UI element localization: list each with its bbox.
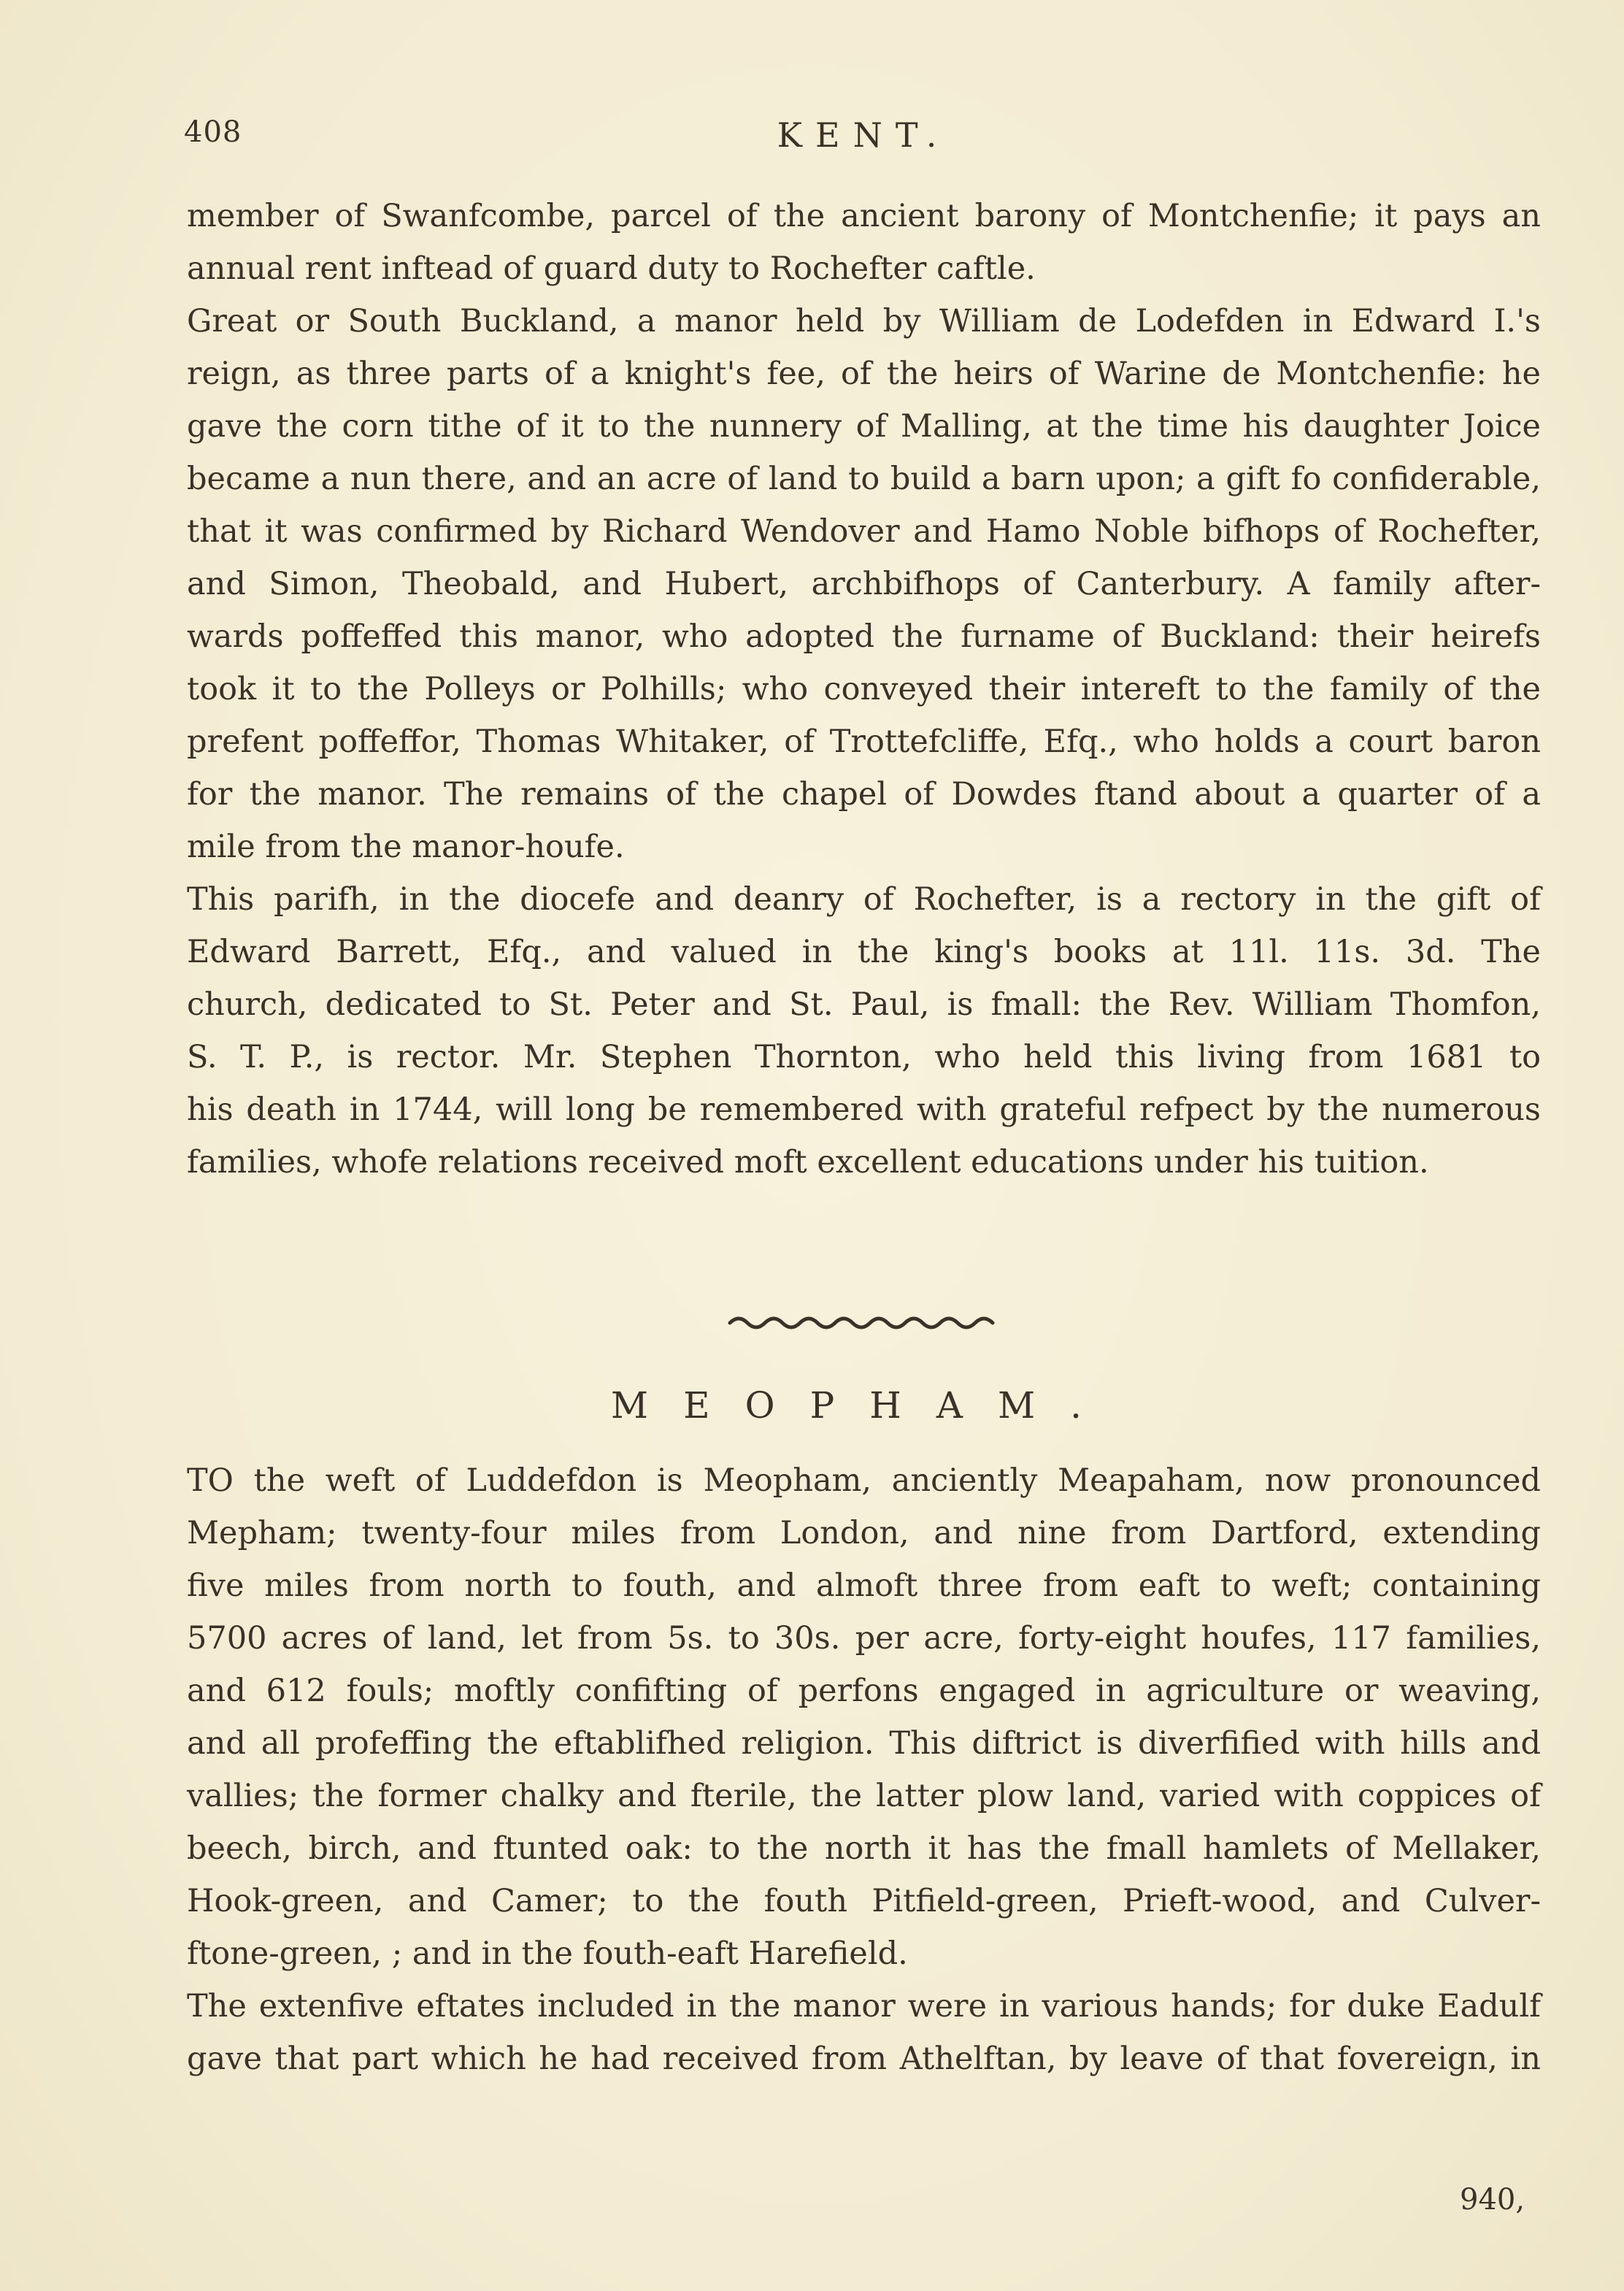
running-head [184, 115, 1543, 159]
text-line: ftone-green, ; and in the fouth-eaft Harefield. [187, 1935, 908, 1972]
text-line: Mepham; twenty-four miles from London, and nine from Dartford, extending [187, 1515, 1541, 1551]
text-line: his death in 1744, will long be remembered with grateful refpect by the numerous [187, 1091, 1541, 1128]
ornament-divider [723, 1307, 1015, 1336]
text-line: prefent poffeffor, Thomas Whitaker, of Trottefcliffe, Efq., who holds a court baron [187, 724, 1541, 760]
text-line: wards poffeffed this manor, who adopted the furname of Buckland: their heirefs [187, 618, 1541, 655]
text-line: church, dedicated to St. Peter and St. Paul, is fmall: the Rev. William Thomfon, [187, 986, 1541, 1023]
catchword: 940, [1460, 2183, 1525, 2217]
section-one-text [187, 190, 1541, 1189]
text-line: for the manor. The remains of the chapel of Dowdes ftand about a quarter of a [187, 776, 1541, 813]
section-title: MEOPHAM. [610, 1384, 1117, 1427]
text-line: vallies; the former chalky and fterile, the latter plow land, varied with coppices of [187, 1778, 1541, 1814]
text-line: five miles from north to fouth, and almoft three from eaft to weft; containing [187, 1567, 1541, 1604]
text-line: and 612 fouls; moftly confifting of perfons engaged in agriculture or weaving, [187, 1673, 1541, 1709]
text-line: 5700 acres of land, let from 5s. to 30s. per acre, forty-eight houfes, 117 families, [187, 1620, 1541, 1657]
text-line: This parifh, in the diocefe and deanry of Rochefter, is a rectory in the gift of [187, 881, 1541, 918]
text-line: TO the weft of Luddefdon is Meopham, anciently Meapaham, now pronounced [187, 1462, 1541, 1499]
text-line: member of Swanfcombe, parcel of the ancient barony of Montchenfie; it pays an [187, 198, 1541, 234]
text-line: beech, birch, and ftunted oak: to the north it has the fmall hamlets of Mellaker, [187, 1830, 1541, 1867]
running-title: KENT. [777, 115, 950, 155]
section-two-text [187, 1454, 1541, 2085]
page-number: 408 [184, 115, 242, 149]
text-line: took it to the Polleys or Polhills; who conveyed their intereft to the family of the [187, 671, 1541, 707]
text-line: gave that part which he had received from Athelftan, by leave of that fovereign, in [187, 2041, 1541, 2077]
text-line: Hook-green, and Camer; to the fouth Pitfield-green, Prieft-wood, and Culver- [187, 1883, 1541, 1919]
text-line: gave the corn tithe of it to the nunnery of Malling, at the time his daughter Joice [187, 408, 1541, 445]
text-line: mile from the manor-houfe. [187, 829, 625, 865]
text-line: that it was confirmed by Richard Wendover and Hamo Noble bifhops of Rochefter, [187, 513, 1541, 550]
text-line: The extenfive eftates included in the manor were in various hands; for duke Eadulf [187, 1988, 1541, 2025]
text-line: became a nun there, and an acre of land to build a barn upon; a gift fo confiderable, [187, 461, 1541, 497]
text-line: reign, as three parts of a knight's fee, of the heirs of Warine de Montchenfie: he [187, 356, 1541, 392]
text-line: Great or South Buckland, a manor held by William de Lodefden in Edward I.'s [187, 303, 1541, 339]
text-line: annual rent inftead of guard duty to Rochefter caftle. [187, 250, 1036, 287]
text-line: families, whofe relations received moft excellent educations under his tuition. [187, 1144, 1429, 1181]
text-line: S. T. P., is rector. Mr. Stephen Thornton, who held this living from 1681 to [187, 1039, 1541, 1075]
text-line: Edward Barrett, Efq., and valued in the king's books at 11l. 11s. 3d. The [187, 934, 1541, 970]
text-line: and all profeffing the eftablifhed religion. This diftrict is diverfified with hills and [187, 1725, 1541, 1762]
text-line: and Simon, Theobald, and Hubert, archbifhops of Canterbury. A family after- [187, 566, 1541, 602]
